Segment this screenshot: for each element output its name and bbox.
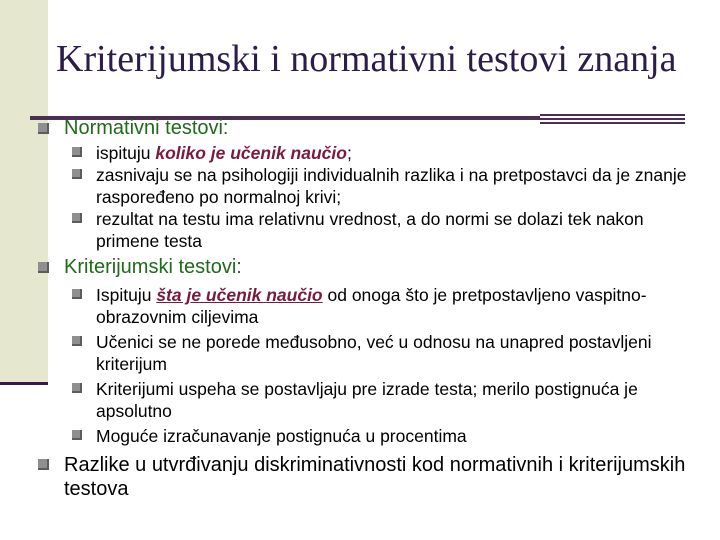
item-text-post: ; [346,143,352,163]
section-normativni [38,118,708,139]
item-emphasis: šta je učenik naučio [156,285,323,305]
closing-point [38,453,708,501]
square-bullet-icon [72,336,82,346]
square-bullet-icon [72,383,82,393]
slide-title: Kriterijumski i normativni testovi znanja [56,38,677,80]
bullet-item [38,142,708,164]
square-bullet-icon [72,147,82,157]
square-bullet-icon [38,123,49,134]
section-heading: Kriterijumski testovi: [64,256,242,278]
bullet-item [38,331,708,375]
item-emphasis: koliko je učenik naučio [155,143,347,163]
bullet-item [38,425,708,447]
bullet-item [38,284,708,328]
item-text: Moguće izračunavanje postignuća u procentima [96,426,467,446]
bullet-item [38,208,708,252]
item-text: ispituju [96,143,156,163]
section-heading: Normativni testovi: [64,117,229,139]
square-bullet-icon [72,289,82,299]
item-text: rezultat na testu ima relativnu vrednost, a do normi se dolazi tek nakon primene testa [96,209,644,251]
item-text: Kriterijumi uspeha se postavljaju pre izrade testa; merilo postignuća je apsolutno [96,379,638,421]
square-bullet-icon [72,169,82,179]
square-bullet-icon [72,213,82,223]
section-kriterijumski [38,257,708,278]
closing-text: Razlike u utvrđivanju diskriminativnosti kod normativnih i kriterijumskih testova [64,454,686,500]
square-bullet-icon [38,262,49,273]
slide-content [38,116,708,501]
item-text: Ispituju [96,285,157,305]
item-text: Učenici se ne porede međusobno, već u odnosu na unapred postavljeni kriterijum [96,332,652,374]
bullet-item [38,164,708,208]
bullet-item [38,378,708,422]
square-bullet-icon [72,430,82,440]
item-text-post: od onoga što je pretpostavljeno vaspitno-obrazovnim ciljevima [96,285,647,327]
square-bullet-icon [38,459,49,470]
item-text: zasnivaju se na psihologiji individualnih razlika i na pretpostavci da je znanje raspoređeno po normalnoj krivi; [96,165,687,207]
